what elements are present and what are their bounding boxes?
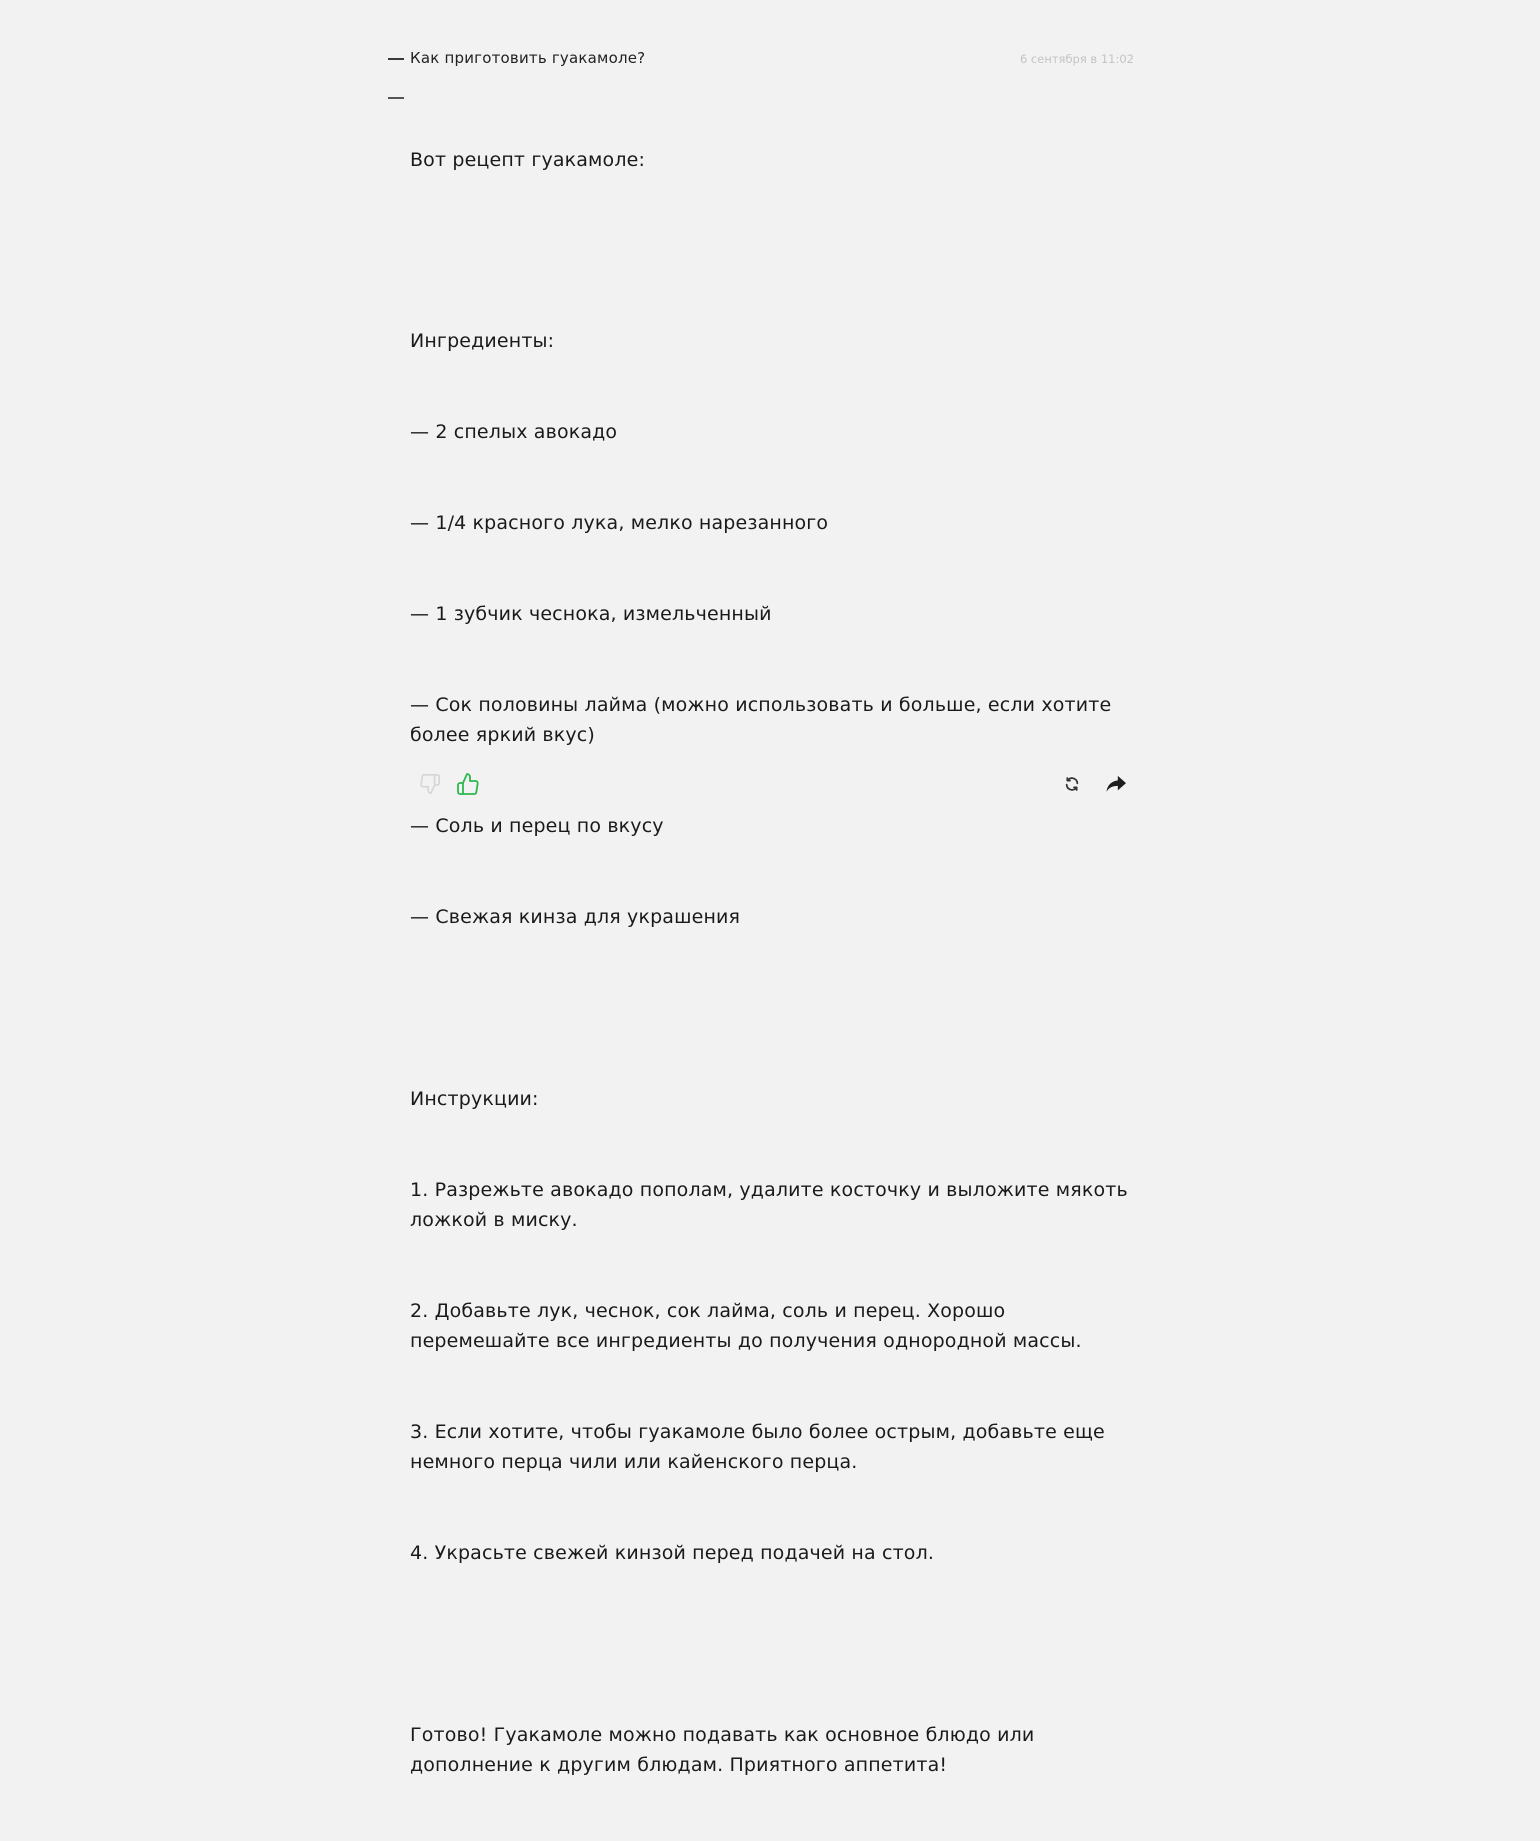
message-dash	[388, 58, 404, 60]
instruction-step: 3. Если хотите, чтобы гуакамоле было более острым, добавьте еще немного перца чили или кайенского перца.	[410, 1421, 1112, 1474]
blank-line	[410, 235, 1134, 265]
user-message	[388, 46, 1134, 72]
like-button[interactable]	[452, 768, 484, 800]
instructions-heading: Инструкции:	[410, 1087, 539, 1110]
ingredient-item: — Сок половины лайма (можно использовать и больше, если хотите более яркий вкус)	[410, 693, 1118, 747]
instruction-step: 4. Украсьте свежей кинзой перед подачей на стол.	[410, 1542, 935, 1565]
assistant-answer-text	[410, 84, 1134, 1841]
user-question-text: Как приготовить гуакамоле?	[410, 49, 646, 67]
answer-closing: Готово! Гуакамоле можно подавать как основное блюдо или дополнение к другим блюдам. Приятного аппетита!	[410, 1724, 1041, 1777]
regenerate-button[interactable]	[1056, 768, 1088, 800]
message-dash	[388, 97, 404, 99]
ingredient-item: — 1 зубчик чеснока, измельченный	[410, 603, 772, 626]
blank-line	[410, 993, 1134, 1023]
message-actions	[410, 768, 1134, 800]
chat-thread	[388, 46, 1134, 1841]
thumb-up-icon	[456, 772, 480, 796]
ingredient-item: — 2 спелых авокадо	[410, 421, 618, 444]
message-timestamp: 6 сентября в 11:02	[1019, 52, 1134, 66]
assistant-message	[388, 84, 1134, 1841]
refresh-icon	[1064, 776, 1080, 792]
share-arrow-icon	[1105, 774, 1127, 794]
answer-intro: Вот рецепт гуакамоле:	[410, 148, 645, 171]
ingredient-item: — Свежая кинза для украшения	[410, 906, 741, 929]
ingredient-item: — 1/4 красного лука, мелко нарезанного	[410, 512, 829, 535]
dislike-button[interactable]	[414, 768, 446, 800]
blank-line	[410, 1629, 1134, 1659]
instruction-step: 2. Добавьте лук, чеснок, сок лайма, соль и перец. Хорошо перемешайте все ингредиенты до получения однородной массы.	[410, 1299, 1082, 1353]
ingredients-heading: Ингредиенты:	[410, 330, 555, 353]
instruction-step: 1. Разрежьте авокадо пополам, удалите косточку и выложите мякоть ложкой в миску.	[410, 1178, 1134, 1231]
ingredient-item: — Соль и перец по вкусу	[410, 815, 664, 838]
thumb-down-icon	[419, 773, 441, 795]
share-button[interactable]	[1100, 768, 1132, 800]
